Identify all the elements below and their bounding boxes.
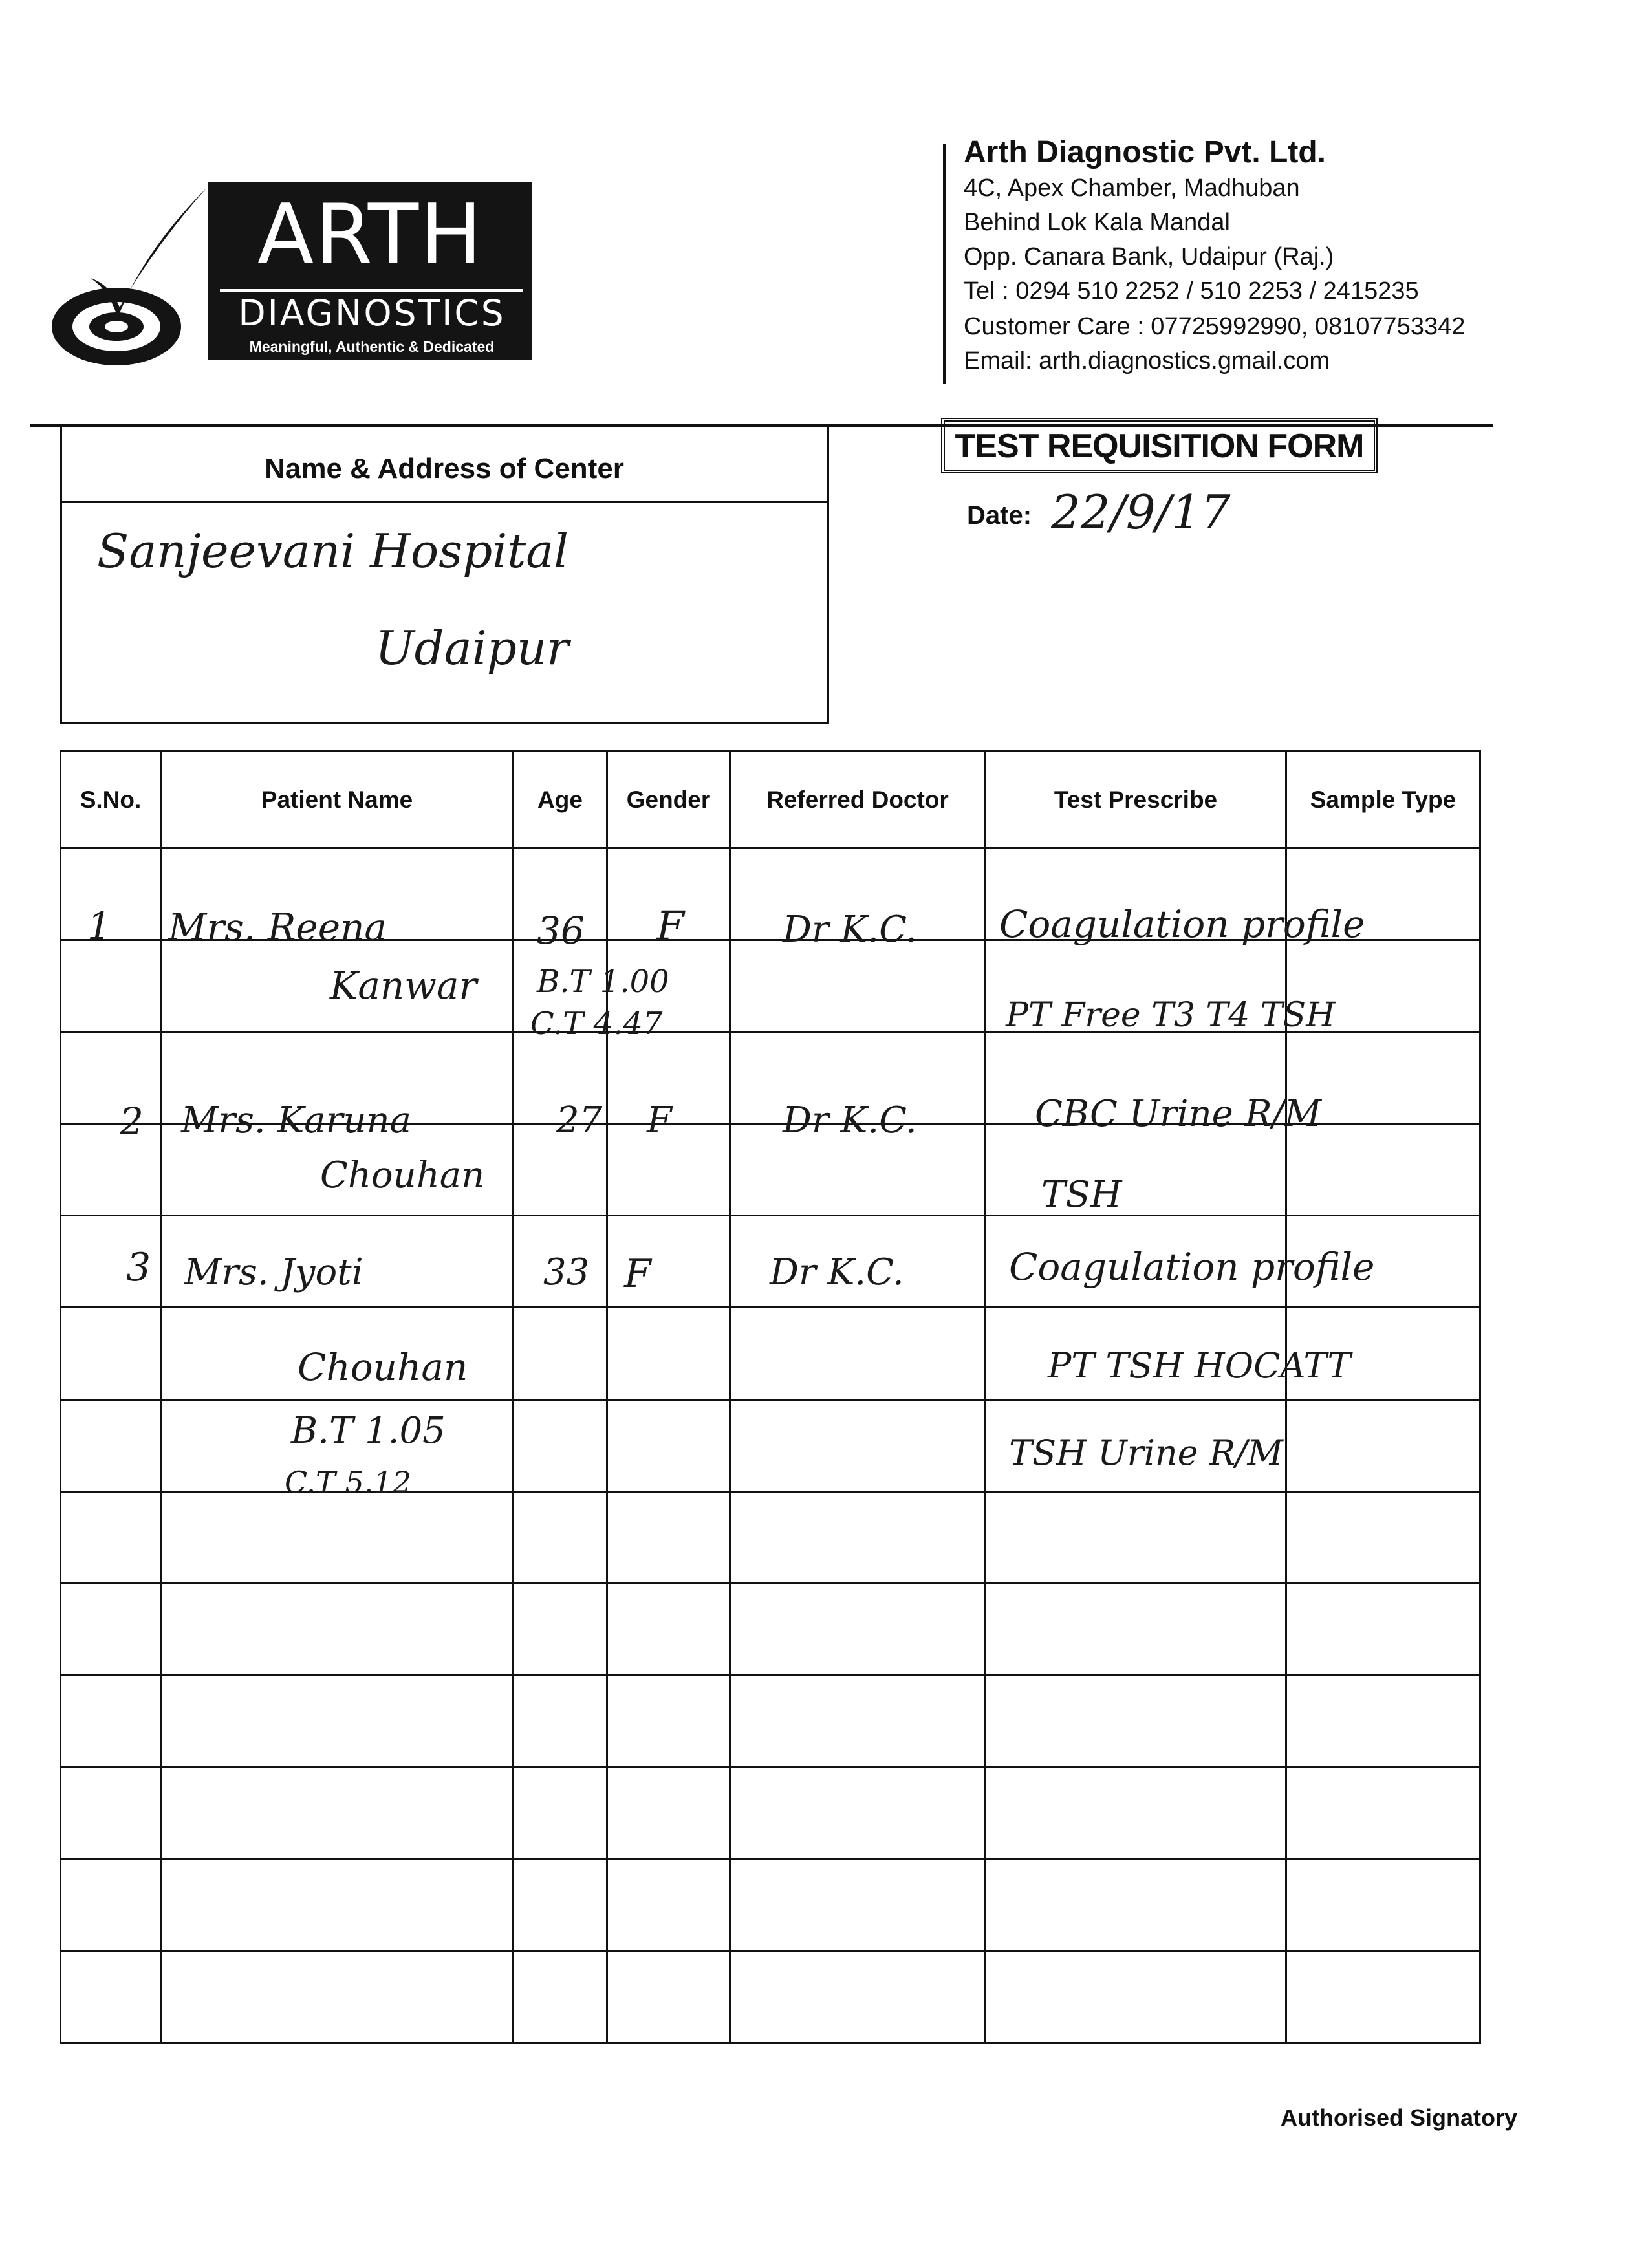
entry-test: TSH [1041, 1174, 1122, 1216]
entry-age: 36 [537, 909, 585, 953]
target-checkmark-icon [45, 181, 220, 375]
column-header: Age [514, 751, 607, 848]
table-row [61, 1675, 1480, 1767]
company-name: Arth Diagnostic Pvt. Ltd. [964, 135, 1326, 169]
column-header: S.No. [61, 751, 161, 848]
entry-sno: 3 [126, 1245, 151, 1290]
entry-gender: F [647, 1099, 672, 1141]
entry-test: PT TSH HOCATT [1048, 1345, 1351, 1386]
table-row [61, 1583, 1480, 1675]
entry-clotting-time: C.T 4.47 [530, 1006, 663, 1042]
company-address-line: Opp. Canara Bank, Udaipur (Raj.) [964, 243, 1334, 270]
table-row [61, 1491, 1480, 1583]
entry-patient-name: Mrs. Karuna [181, 1099, 411, 1141]
center-city: Udaipur [375, 621, 569, 675]
table-row [61, 1950, 1480, 2042]
entry-sno: 2 [120, 1099, 144, 1143]
company-email: Email: arth.diagnostics.gmail.com [964, 347, 1330, 374]
date-value: 22/9/17 [1051, 485, 1231, 539]
entry-test: PT Free T3 T4 TSH [1006, 996, 1336, 1035]
entry-patient-surname: Kanwar [330, 964, 477, 1008]
entry-patient-name: Mrs. Jyoti [184, 1251, 363, 1293]
column-header: Sample Type [1286, 751, 1480, 848]
column-header: Referred Doctor [730, 751, 986, 848]
entry-gender: F [656, 902, 685, 949]
entry-doctor: Dr K.C. [783, 909, 917, 951]
center-name: Sanjeevani Hospital [97, 524, 569, 578]
table-row [61, 1767, 1480, 1859]
entry-clotting-time: C.T 5.12 [285, 1465, 411, 1500]
entry-sno: 1 [87, 904, 111, 948]
entry-bleeding-time: B.T 1.05 [291, 1410, 446, 1452]
company-address-line: 4C, Apex Chamber, Madhuban [964, 175, 1300, 202]
logo-subtitle: DIAGNOSTICS [238, 292, 506, 334]
entry-test: Coagulation profile [1009, 1245, 1375, 1289]
logo-tagline: Meaningful, Authentic & Dedicated [249, 338, 495, 355]
column-header: Gender [607, 751, 730, 848]
column-header: Patient Name [161, 751, 514, 848]
center-divider [60, 501, 829, 503]
entry-test: TSH Urine R/M [1009, 1432, 1283, 1473]
table-header-row [61, 751, 1480, 848]
entry-bleeding-time: B.T 1.00 [537, 964, 669, 1000]
center-heading: Name & Address of Center [265, 453, 624, 484]
entry-gender: F [624, 1251, 651, 1297]
entry-doctor: Dr K.C. [770, 1251, 904, 1293]
entry-patient-surname: Chouhan [298, 1345, 468, 1389]
header-divider [943, 144, 946, 384]
entry-test: CBC Urine R/M [1035, 1093, 1321, 1135]
company-address-line: Behind Lok Kala Mandal [964, 209, 1230, 236]
entry-age: 27 [556, 1099, 603, 1141]
company-customer-care: Customer Care : 07725992990, 08107753342 [964, 313, 1466, 340]
entry-test: Coagulation profile [999, 902, 1365, 946]
company-phone: Tel : 0294 510 2252 / 510 2253 / 2415235 [964, 277, 1419, 305]
entry-doctor: Dr K.C. [783, 1099, 917, 1141]
form-title: TEST REQUISITION FORM [955, 427, 1364, 465]
table-row [61, 1859, 1480, 1950]
column-header: Test Prescribe [986, 751, 1286, 848]
date-label: Date: [967, 501, 1032, 530]
entry-patient-name: Mrs. Reena [168, 905, 387, 949]
entry-patient-surname: Chouhan [320, 1154, 485, 1196]
logo-title: ARTH [257, 187, 484, 283]
authorised-signatory: Authorised Signatory [1281, 2104, 1518, 2131]
entry-age: 33 [543, 1251, 590, 1293]
